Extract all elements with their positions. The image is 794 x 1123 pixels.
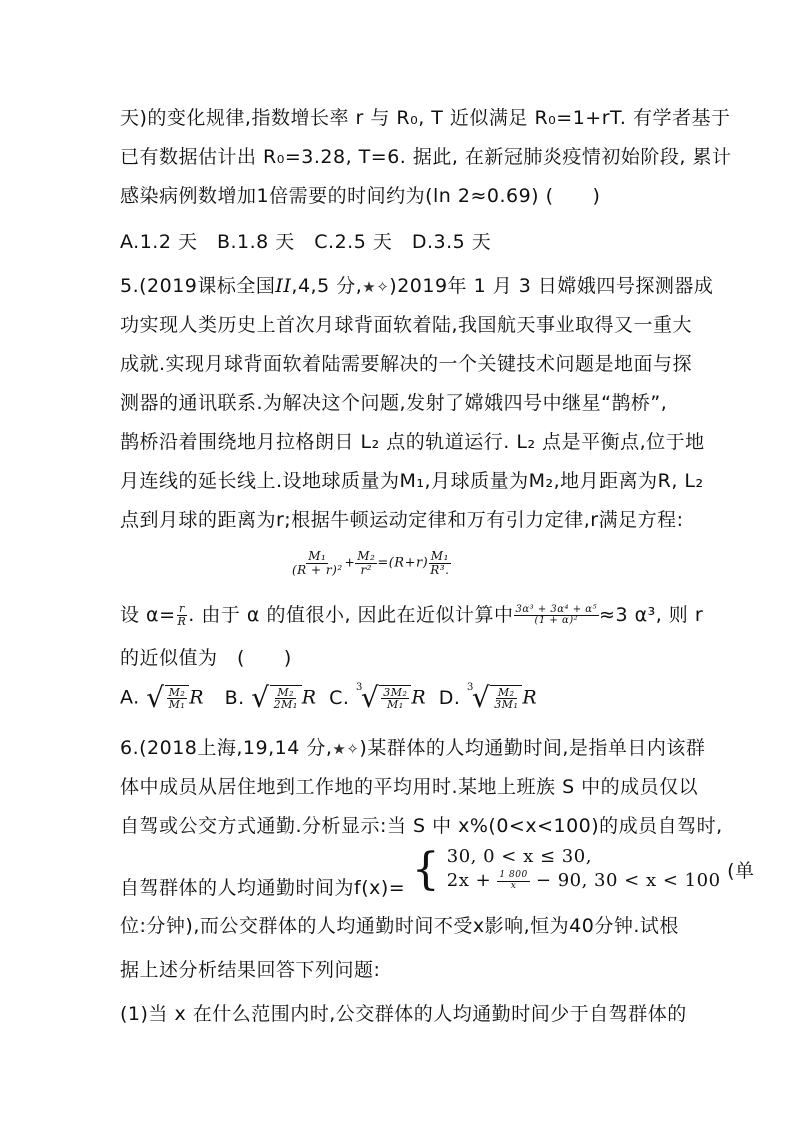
text-line-8: 测器的通讯联系.为解决这个问题,发射了嫦娥四号中继星“鹊桥”, [120,392,668,414]
option-a-num: M₂ [168,685,186,699]
eq-frac-1-num: M₁ [308,549,327,563]
option-c-radical: 3 √ $\frac{\text{3M₂}}{\text{M₁}}$ [356,684,411,712]
text-line-7: 成就.实现月球背面软着陆需要解决的一个关键技术问题是地面与探 [120,353,693,375]
eq-plus: + [344,555,356,570]
alpha-frac-den: R [177,615,187,628]
question-5-header [120,274,713,299]
piecewise-frac-num: 1 800 [499,870,528,881]
approx-result: ≈3 α³, 则 r [599,604,704,626]
q6-source: 6.(2018上海,19,14 分, [120,737,333,759]
piecewise-frac-den: x [510,880,517,891]
text-line-6: 功实现人类历史上首次月球背面软着陆,我国航天事业取得又一重大 [120,314,693,336]
eq-frac-1 [290,550,345,576]
alpha-label: 设 α= [120,604,176,626]
piecewise-label: 自驾群体的人均通勤时间为f(x)= [120,877,406,899]
option-b-den: 2M₁ [273,698,298,712]
option-a-den: M₁ [168,698,186,712]
piecewise-case-1: 30, 0 < x ≤ 30, [446,846,592,867]
option-d-tail: R [522,686,538,709]
alpha-definition-line [120,603,703,628]
star-difficulty-icon: ★✧ [332,740,360,758]
piecewise-line [120,844,755,899]
text-line-22: (1)当 x 在什么范围内时,公交群体的人均通勤时间少于自驾群体的 [120,1003,687,1025]
piecewise-unit-start: (单 [727,860,755,882]
brace-icon: { [411,844,441,895]
option-a-radical: √ $\frac{\text{M₂}}{\text{M₁}}$ [146,684,189,712]
eq-frac-1-den: (R + r)² [292,562,343,577]
option-d-label: D. [438,686,461,709]
option-c-tail: R [411,686,427,709]
eq-frac-2-num: M₂ [357,549,376,563]
piecewise-case-2-start: 2x + [446,870,498,891]
text-line-21: 据上述分析结果回答下列问题: [120,959,381,981]
option-b-label: B. [224,686,245,709]
text-line-1: 天)的变化规律,指数增长率 r 与 R₀, T 近似满足 R₀=1+rT. 有学者基于 [120,107,731,129]
text-line-14: 的近似值为 ( ) [120,647,292,669]
eq-frac-2 [355,550,377,576]
star-difficulty-icon: ★✧ [362,278,390,296]
piecewise-case-2-end: − 90, 30 < x < 100 [529,870,721,891]
approx-frac [514,605,599,627]
eq-frac-3 [428,550,451,576]
alpha-frac [175,603,188,627]
option-c-den: M₁ [386,698,404,712]
answer-options-q5 [120,681,538,714]
alpha-text: . 由于 α 的值很小, 因此在近似计算中 [188,604,514,626]
option-d-den: 3M₁ [494,698,519,712]
text-line-2: 已有数据估计出 R₀=3.28, T=6. 据此, 在新冠肺炎疫情初始阶段, 累计 [120,146,732,168]
option-d-num: M₂ [497,685,515,699]
question-6-header [120,736,705,761]
alpha-frac-num: r [179,602,185,616]
q5-source: 5.(2019课标全国 [120,275,276,297]
text-line-10: 月连线的延长线上.设地球质量为M₁,月球质量为M₂,地月距离为R, L₂ [120,470,704,492]
option-b-num: M₂ [277,685,295,699]
piecewise-case-2 [447,869,721,893]
option-b-radical: √ $\frac{\text{M₂}}{\text{2M₁}}$ [251,684,302,712]
q5-roman: II [275,275,292,297]
option-a-tail: R [189,686,205,709]
eq-equals: =(R+r) [377,555,429,571]
piecewise-cases [447,845,721,893]
text-line-3: 感染病例数增加1倍需要的时间约为(ln 2≈0.69) ( ) [120,185,601,207]
q6-intro: )某群体的人均通勤时间,是指单日内该群 [359,737,706,759]
option-c-label: C. [329,686,350,709]
eq-frac-3-den: R³. [430,562,450,577]
text-line-18: 自驾或公交方式通勤.分析显示:当 S 中 x%(0<x<100)的成员自驾时, [120,815,723,837]
text-line-17: 体中成员从居住地到工作地的平均用时.某地上班族 S 中的成员仅以 [120,776,699,798]
text-line-20: 位:分钟),而公交群体的人均通勤时间不受x影响,恒为40分钟.试根 [120,915,679,937]
eq-frac-2-den: r² [360,562,373,577]
answer-options-q4: A.1.2 天 B.1.8 天 C.2.5 天 D.3.5 天 [120,231,492,253]
option-a-label: A. [120,686,140,709]
approx-frac-num: 3α³ + 3α⁴ + α⁵ [515,603,598,615]
approx-frac-den: (1 + α)² [534,615,579,626]
eq-frac-3-num: M₁ [430,549,449,563]
text-line-9: 鹊桥沿着围绕地月拉格朗日 L₂ 点的轨道运行. L₂ 点是平衡点,位于地 [120,431,705,453]
equation-line [290,550,451,576]
q5-intro: )2019年 1 月 3 日嫦娥四号探测器成 [389,275,714,297]
option-c-num: 3M₂ [383,685,408,699]
text-line-11: 点到月球的距离为r;根据牛顿运动定律和万有引力定律,r满足方程: [120,509,684,531]
q5-score: ,4,5 分, [291,275,363,297]
option-b-tail: R [301,686,317,709]
option-d-radical: 3 √ $\frac{\text{M₂}}{\text{3M₁}}$ [467,684,522,712]
